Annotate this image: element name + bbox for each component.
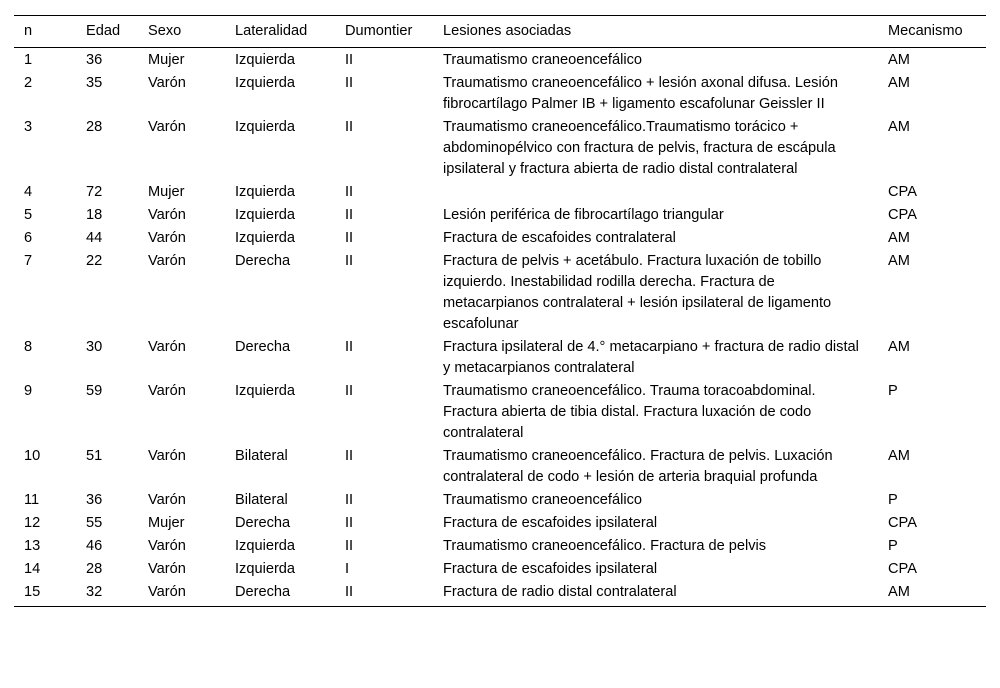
cell-edad: 30 xyxy=(86,339,103,355)
cell-lesiones: Traumatismo craneoencefálico + lesión axonal difusa. Lesión fibrocartílago Palmer IB + ligamento escafolunar Geissler II xyxy=(443,75,838,112)
cell-edad: 55 xyxy=(86,515,103,531)
cell-edad: 36 xyxy=(86,492,103,508)
cell-mecanismo: P xyxy=(888,538,898,554)
cell-lesiones: Traumatismo craneoencefálico xyxy=(443,492,642,508)
cell-n: 15 xyxy=(14,581,86,607)
cell-dumontier: II xyxy=(345,119,354,135)
cell-mecanismo: AM xyxy=(888,75,910,91)
cell-dumontier: I xyxy=(345,561,350,577)
cell-lesiones xyxy=(443,181,888,204)
cell-edad: 36 xyxy=(86,52,103,68)
cell-lateralidad: Izquierda xyxy=(235,75,296,91)
table-body xyxy=(14,48,986,607)
cell-edad: 35 xyxy=(86,75,103,91)
cell-lesiones: Traumatismo craneoencefálico. Fractura de pelvis. Luxación contralateral de codo + lesión de arteria braquial profunda xyxy=(443,448,833,485)
cell-mecanismo: CPA xyxy=(888,207,917,223)
table-header xyxy=(14,16,986,48)
cell-dumontier: II xyxy=(345,448,354,464)
header-n: n xyxy=(14,16,86,48)
cell-lesiones: Fractura ipsilateral de 4.° metacarpiano + fractura de radio distal y metacarpianos contralateral xyxy=(443,339,859,376)
cell-lesiones: Traumatismo craneoencefálico xyxy=(443,52,642,68)
cell-n: 6 xyxy=(24,230,33,246)
cell-sexo: Varón xyxy=(148,119,186,135)
cell-mecanismo: AM xyxy=(888,253,910,269)
patient-table-container xyxy=(14,15,986,607)
cell-sexo: Varón xyxy=(148,230,186,246)
cell-sexo: Varón xyxy=(148,492,186,508)
table-row xyxy=(14,48,986,73)
header-sexo: Sexo xyxy=(148,16,235,48)
cell-lateralidad: Izquierda xyxy=(235,52,296,68)
table-row xyxy=(14,535,986,558)
table-row xyxy=(14,512,986,535)
cell-lateralidad: Derecha xyxy=(235,581,345,607)
cell-lateralidad: Izquierda xyxy=(235,538,296,554)
cell-edad: 32 xyxy=(86,581,148,607)
cell-dumontier: II xyxy=(345,515,354,531)
cell-lateralidad: Izquierda xyxy=(235,119,296,135)
cell-lateralidad: Derecha xyxy=(235,515,291,531)
cell-edad: 51 xyxy=(86,448,103,464)
cell-lesiones: Fractura de escafoides ipsilateral xyxy=(443,515,658,531)
table-row xyxy=(14,72,986,116)
cell-n: 12 xyxy=(24,515,41,531)
table-row xyxy=(14,250,986,336)
cell-mecanismo: AM xyxy=(888,581,986,607)
cell-dumontier: II xyxy=(345,538,354,554)
patient-table xyxy=(14,15,986,607)
cell-lateralidad: Derecha xyxy=(235,339,291,355)
cell-sexo: Varón xyxy=(148,561,186,577)
cell-mecanismo: CPA xyxy=(888,561,917,577)
cell-lateralidad: Izquierda xyxy=(235,184,296,200)
table-row xyxy=(14,489,986,512)
cell-sexo: Mujer xyxy=(148,515,185,531)
cell-dumontier: II xyxy=(345,581,443,607)
cell-edad: 44 xyxy=(86,230,103,246)
cell-lateralidad: Bilateral xyxy=(235,448,288,464)
cell-mecanismo: CPA xyxy=(888,184,917,200)
cell-mecanismo: AM xyxy=(888,339,910,355)
cell-n: 9 xyxy=(24,383,33,399)
cell-lesiones: Traumatismo craneoencefálico. Fractura de pelvis xyxy=(443,538,767,554)
cell-n: 2 xyxy=(24,75,33,91)
cell-lateralidad: Izquierda xyxy=(235,207,296,223)
cell-n: 14 xyxy=(24,561,41,577)
table-row xyxy=(14,445,986,489)
cell-dumontier: II xyxy=(345,339,354,355)
table-row xyxy=(14,181,986,204)
cell-lesiones: Traumatismo craneoencefálico.Traumatismo torácico + abdominopélvico con fractura de pelvis, fractura de escápula ipsilateral y fractura abierta de radio distal contralateral xyxy=(443,119,836,177)
cell-sexo: Varón xyxy=(148,253,186,269)
cell-sexo: Varón xyxy=(148,75,186,91)
cell-mecanismo: AM xyxy=(888,230,910,246)
cell-lesiones: Fractura de escafoides contralateral xyxy=(443,230,676,246)
table-row xyxy=(14,336,986,380)
cell-sexo: Mujer xyxy=(148,184,185,200)
cell-mecanismo: P xyxy=(888,492,898,508)
cell-edad: 46 xyxy=(86,538,103,554)
cell-lateralidad: Derecha xyxy=(235,253,291,269)
table-row xyxy=(14,116,986,181)
table-row xyxy=(14,380,986,445)
cell-lateralidad: Bilateral xyxy=(235,492,288,508)
table-row xyxy=(14,227,986,250)
table-row xyxy=(14,581,986,607)
cell-dumontier: II xyxy=(345,253,354,269)
cell-lesiones: Fractura de pelvis + acetábulo. Fractura luxación de tobillo izquierdo. Inestabilidad rodilla derecha. Fractura de metacarpianos contralateral + lesión ipsilateral de ligamento escafolunar xyxy=(443,253,832,332)
cell-n: 3 xyxy=(24,119,33,135)
cell-mecanismo: AM xyxy=(888,448,910,464)
cell-sexo: Varón xyxy=(148,538,186,554)
cell-sexo: Varón xyxy=(148,448,186,464)
cell-n: 1 xyxy=(24,52,33,68)
cell-lesiones: Traumatismo craneoencefálico. Trauma toracoabdominal. Fractura abierta de tibia distal. Fractura luxación de codo contralateral xyxy=(443,383,816,441)
header-row xyxy=(14,16,986,48)
cell-n: 11 xyxy=(24,492,40,508)
cell-lateralidad: Izquierda xyxy=(235,230,296,246)
header-lesiones: Lesiones asociadas xyxy=(443,16,888,48)
cell-mecanismo: P xyxy=(888,383,898,399)
cell-edad: 72 xyxy=(86,184,103,200)
cell-sexo: Mujer xyxy=(148,52,185,68)
header-edad: Edad xyxy=(86,16,148,48)
cell-sexo: Varón xyxy=(148,383,186,399)
cell-lateralidad: Izquierda xyxy=(235,383,296,399)
cell-mecanismo: AM xyxy=(888,52,910,68)
cell-sexo: Varón xyxy=(148,207,186,223)
header-dumontier: Dumontier xyxy=(345,16,443,48)
cell-edad: 22 xyxy=(86,253,103,269)
header-mecanismo: Mecanismo xyxy=(888,16,986,48)
cell-dumontier: II xyxy=(345,75,354,91)
table-row xyxy=(14,558,986,581)
cell-n: 7 xyxy=(24,253,33,269)
cell-lesiones: Fractura de radio distal contralateral xyxy=(443,581,888,607)
cell-lateralidad: Izquierda xyxy=(235,561,296,577)
cell-sexo: Varón xyxy=(148,581,235,607)
cell-dumontier: II xyxy=(345,184,354,200)
cell-dumontier: II xyxy=(345,207,354,223)
cell-n: 13 xyxy=(24,538,41,554)
cell-dumontier: II xyxy=(345,383,354,399)
cell-edad: 28 xyxy=(86,561,103,577)
cell-lesiones: Fractura de escafoides ipsilateral xyxy=(443,561,658,577)
cell-dumontier: II xyxy=(345,52,354,68)
cell-dumontier: II xyxy=(345,492,354,508)
cell-edad: 59 xyxy=(86,383,103,399)
cell-edad: 28 xyxy=(86,119,103,135)
cell-lesiones: Lesión periférica de fibrocartílago triangular xyxy=(443,207,724,223)
cell-n: 5 xyxy=(24,207,33,223)
cell-n: 4 xyxy=(24,184,33,200)
table-row xyxy=(14,204,986,227)
cell-n: 10 xyxy=(24,448,41,464)
cell-sexo: Varón xyxy=(148,339,186,355)
cell-edad: 18 xyxy=(86,207,103,223)
cell-mecanismo: CPA xyxy=(888,515,917,531)
cell-mecanismo: AM xyxy=(888,119,910,135)
cell-dumontier: II xyxy=(345,230,354,246)
cell-n: 8 xyxy=(24,339,33,355)
header-lateralidad: Lateralidad xyxy=(235,16,345,48)
